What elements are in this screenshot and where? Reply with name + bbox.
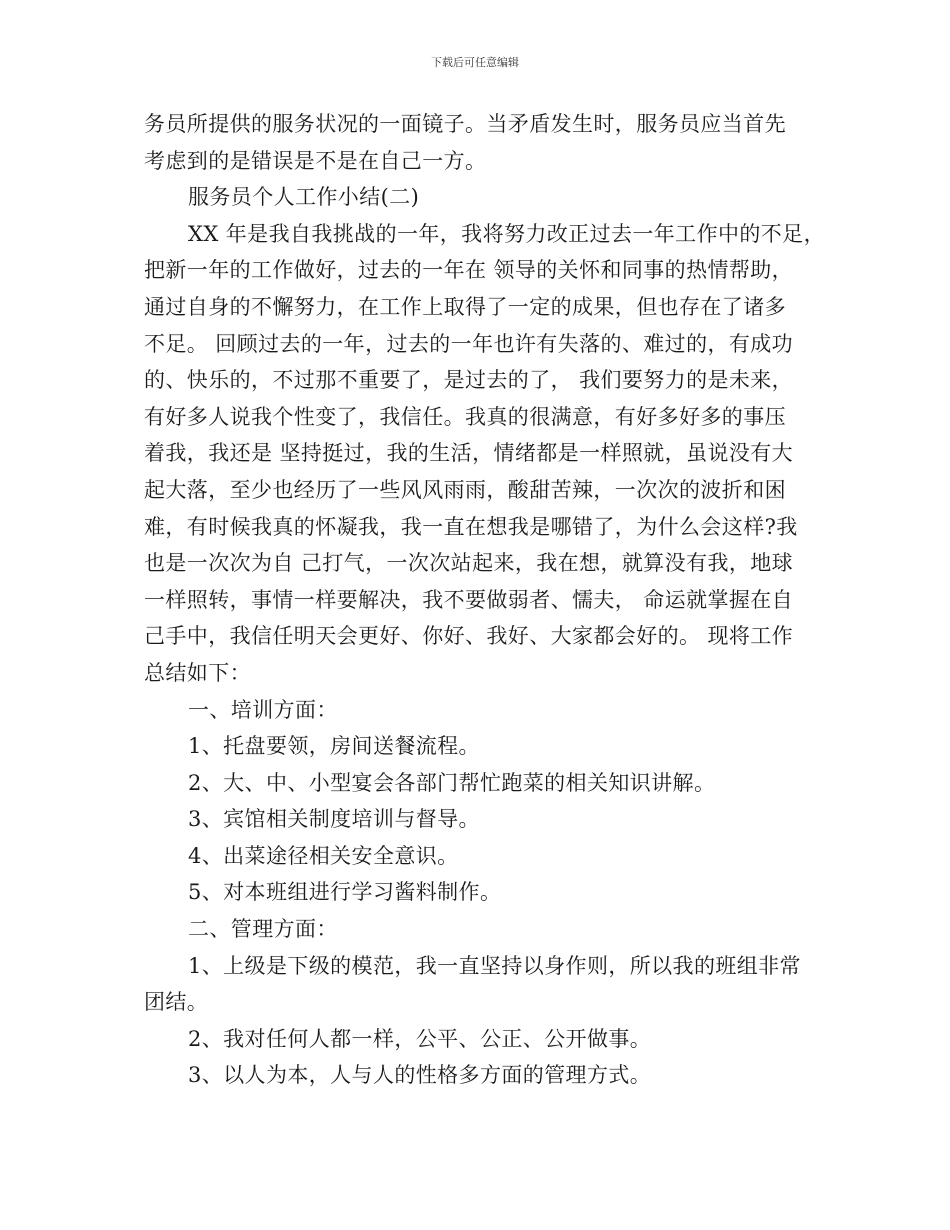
list-item: 3、以人为本，人与人的性格多方面的管理方式。 xyxy=(188,1063,652,1088)
page-header-note: 下载后可任意编辑 xyxy=(431,56,519,69)
text-line: 考虑到的是错误是不是在自己一方。 xyxy=(144,148,487,173)
section-heading: 二、管理方面： xyxy=(188,917,338,942)
list-item: 1、托盘要领，房间送餐流程。 xyxy=(188,734,480,759)
text-line: 着我，我还是 坚持挺过，我的生活，情绪都是一样照就，虽说没有大 xyxy=(144,441,794,466)
list-item: 2、我对任何人都一样，公平、公正、公开做事。 xyxy=(188,1026,652,1051)
text-line: 起大落，至少也经历了一些风风雨雨，酸甜苦辣，一次次的波折和困 xyxy=(144,477,786,502)
text-line: 通过自身的不懈努力，在工作上取得了一定的成果，但也存在了诸多 xyxy=(144,294,786,319)
text-line: 把新一年的工作做好，过去的一年在 领导的关怀和同事的热情帮助， xyxy=(144,258,794,283)
section-title: 服务员个人工作小结(二) xyxy=(188,185,420,210)
list-item-continuation: 团结。 xyxy=(144,990,209,1015)
document-body xyxy=(144,106,824,1094)
list-item: 1、上级是下级的模范，我一直坚持以身作则，所以我的班组非常 xyxy=(188,953,801,978)
list-item: 4、出菜途径相关安全意识。 xyxy=(188,843,459,868)
text-line: 一样照转，事情一样要解决，我不要做弱者、懦夫， 命运就掌握在自 xyxy=(144,587,794,612)
list-item: 2、大、中、小型宴会各部门帮忙跑菜的相关知识讲解。 xyxy=(188,770,716,795)
text-line: XX 年是我自我挑战的一年，我将努力改正过去一年工作中的不足， xyxy=(188,221,825,246)
text-line: 总结如下： xyxy=(144,660,251,685)
text-line: 不足。 回顾过去的一年，过去的一年也许有失落的、难过的，有成功 xyxy=(144,331,794,356)
section-heading: 一、培训方面： xyxy=(188,697,338,722)
list-item: 3、宾馆相关制度培训与督导。 xyxy=(188,807,480,832)
text-line: 务员所提供的服务状况的一面镜子。当矛盾发生时，服务员应当首先 xyxy=(144,112,786,136)
text-line: 难，有时候我真的怀凝我，我一直在想我是哪错了，为什么会这样?我 xyxy=(144,514,798,539)
text-line: 己手中，我信任明天会更好、你好、我好、大家都会好的。 现将工作 xyxy=(144,624,794,649)
text-line: 有好多人说我个性变了，我信任。我真的很满意，有好多好多的事压 xyxy=(144,404,786,429)
list-item: 5、对本班组进行学习酱料制作。 xyxy=(188,880,502,905)
text-line: 的、快乐的，不过那不重要了，是过去的了， 我们要努力的是未来， xyxy=(144,368,794,393)
text-line: 也是一次次为自 己打气，一次次站起来，我在想，就算没有我，地球 xyxy=(144,551,794,576)
